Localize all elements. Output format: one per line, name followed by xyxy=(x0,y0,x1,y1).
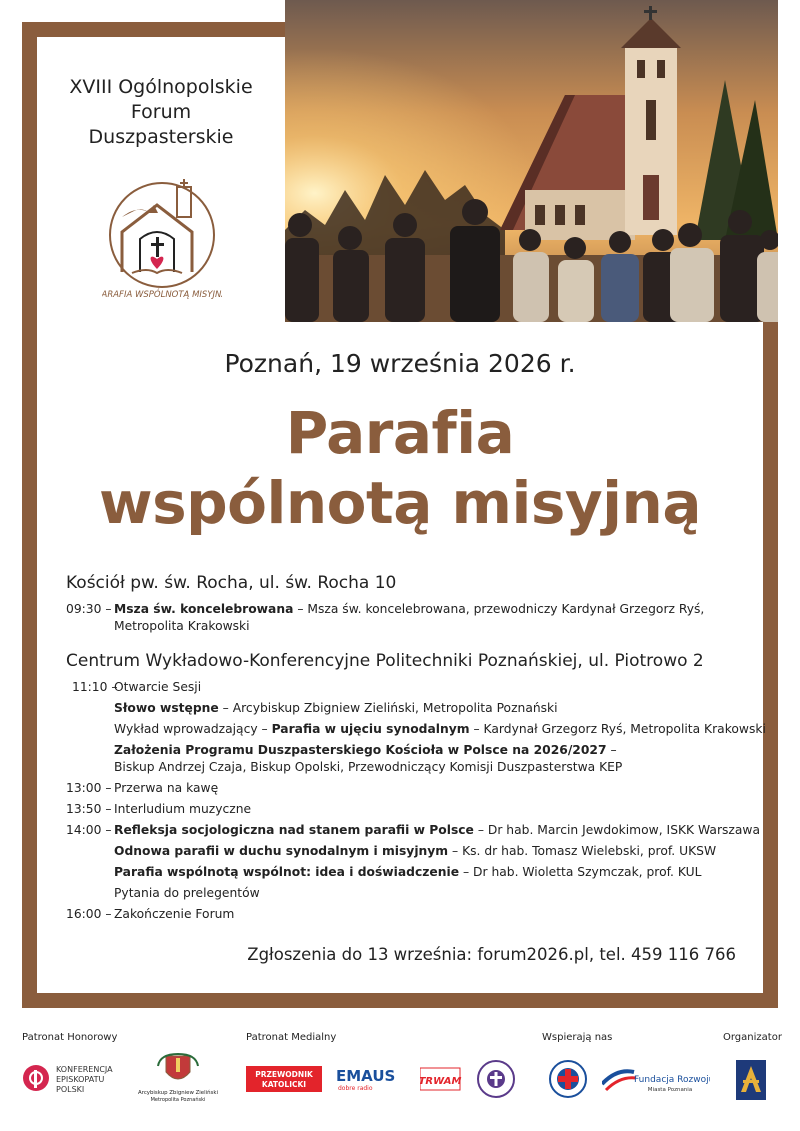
intro-title: Słowo wstępne xyxy=(114,701,219,715)
assumptions-title: Założenia Programu Duszpasterskiego Kościoła w Polsce na 2026/2027 xyxy=(114,743,607,757)
reflection-title: Refleksja socjologiczna nad stanem parafii w Polsce xyxy=(114,823,474,837)
radio-maryja-logo xyxy=(476,1059,516,1103)
kep-line2: EPISKOPATU xyxy=(56,1075,105,1084)
time-1400: 14:00 – xyxy=(66,823,112,837)
program-community xyxy=(114,865,701,879)
time-0930: 09:30 – xyxy=(66,602,112,616)
event-title-line1: Parafia xyxy=(285,399,515,467)
lecture-pre: Wykład wprowadzający – xyxy=(114,722,272,736)
emaus-name: EMAUS xyxy=(336,1067,396,1085)
questions: Pytania do prelegentów xyxy=(114,886,260,900)
label-media-patronage: Patronat Medialny xyxy=(246,1032,337,1043)
supporter-seal xyxy=(548,1059,588,1103)
intro-detail: – Arcybiskup Zbigniew Zieliński, Metropolita Poznański xyxy=(218,701,558,715)
pk-line1: PRZEWODNIK xyxy=(255,1070,313,1079)
archbishop-title: Metropolita Poznański xyxy=(150,1097,206,1103)
program-reflection xyxy=(114,823,760,837)
archbishop-coat-of-arms xyxy=(138,1052,218,1108)
community-detail: – Dr hab. Wioletta Szymczak, prof. KUL xyxy=(459,865,702,879)
label-organizer: Organizator xyxy=(723,1032,782,1043)
time-1350: 13:50 – xyxy=(66,802,112,816)
forum-title-line2: Forum xyxy=(130,101,192,123)
emaus-radio-logo xyxy=(336,1066,408,1096)
forum-title xyxy=(50,75,272,150)
coffee-break: Przerwa na kawę xyxy=(114,781,219,795)
label-honorary-patronage: Patronat Honorowy xyxy=(22,1032,118,1043)
trwam-name: TRWAM xyxy=(420,1076,462,1087)
kep-line3: POLSKI xyxy=(56,1085,85,1094)
program-intro xyxy=(114,701,558,715)
label-supporters: Wspierają nas xyxy=(542,1032,613,1043)
mass-detail-line2: Metropolita Krakowski xyxy=(114,619,250,633)
tv-trwam-logo xyxy=(420,1066,462,1096)
archbishop-name: Arcybiskup Zbigniew Zieliński xyxy=(138,1090,218,1096)
event-title xyxy=(0,398,800,538)
assumptions-detail: Biskup Andrzej Czaja, Biskup Opolski, Przewodniczący Komisji Duszpasterstwa KEP xyxy=(114,760,623,774)
program-renewal xyxy=(114,844,716,858)
renewal-title: Odnowa parafii w duchu synodalnym i misyjnym xyxy=(114,844,449,858)
program-lecture xyxy=(114,722,766,736)
event-date: Poznań, 19 września 2026 r. xyxy=(224,349,576,378)
lecture-detail: – Kardynał Grzegorz Ryś, Metropolita Krakowski xyxy=(469,722,766,736)
time-1110: 11:10 – xyxy=(72,680,118,694)
organizer-logo xyxy=(736,1060,766,1104)
fundacja-sub: Miasta Poznania xyxy=(647,1087,693,1093)
pk-line2: KATOLICKI xyxy=(261,1080,307,1089)
forum-logo xyxy=(102,177,222,306)
renewal-detail: – Ks. dr hab. Tomasz Wielebski, prof. UKSW xyxy=(448,844,717,858)
venue-conference: Centrum Wykładowo-Konferencyjne Politechniki Poznańskiej, ul. Piotrowo 2 xyxy=(66,651,704,671)
program-assumptions xyxy=(114,743,617,757)
community-title: Parafia wspólnotą wspólnot: idea i doświadczenie xyxy=(114,865,460,879)
interlude: Interludium muzyczne xyxy=(114,802,252,816)
registration-info: Zgłoszenia do 13 września: forum2026.pl, tel. 459 116 766 xyxy=(247,945,736,964)
kep-line1: KONFERENCJA xyxy=(56,1065,113,1074)
mass-detail: – Msza św. koncelebrowana, przewodniczy Kardynał Grzegorz Ryś, xyxy=(293,602,705,616)
event-title-line2: wspólnotą misyjną xyxy=(98,469,701,537)
time-1600: 16:00 – xyxy=(66,907,112,921)
time-1300: 13:00 – xyxy=(66,781,112,795)
opening: Otwarcie Sesji xyxy=(114,680,202,694)
emaus-tagline: dobre radio xyxy=(338,1085,373,1092)
program-mass xyxy=(114,602,704,616)
closing: Zakończenie Forum xyxy=(114,907,235,921)
reflection-detail: – Dr hab. Marcin Jewdokimow, ISKK Warszawa xyxy=(473,823,760,837)
venue-church: Kościół pw. św. Rocha, ul. św. Rocha 10 xyxy=(66,573,397,593)
logo-text: PARAFIA WSPÓLNOTĄ MISYJNĄ xyxy=(102,290,222,300)
fundacja-rozwoju-logo xyxy=(602,1064,710,1098)
kep-logo xyxy=(22,1062,132,1100)
fundacja-name: Fundacja Rozwoju xyxy=(634,1075,710,1085)
forum-title-line3: Duszpasterskie xyxy=(88,126,234,148)
assumptions-dash: – xyxy=(606,743,617,757)
lecture-title: Parafia w ujęciu synodalnym xyxy=(271,722,470,736)
church-photo xyxy=(285,0,778,322)
forum-title-line1: XVIII Ogólnopolskie xyxy=(69,76,253,98)
mass-title: Msza św. koncelebrowana xyxy=(114,602,294,616)
przewodnik-katolicki-logo xyxy=(246,1066,322,1096)
